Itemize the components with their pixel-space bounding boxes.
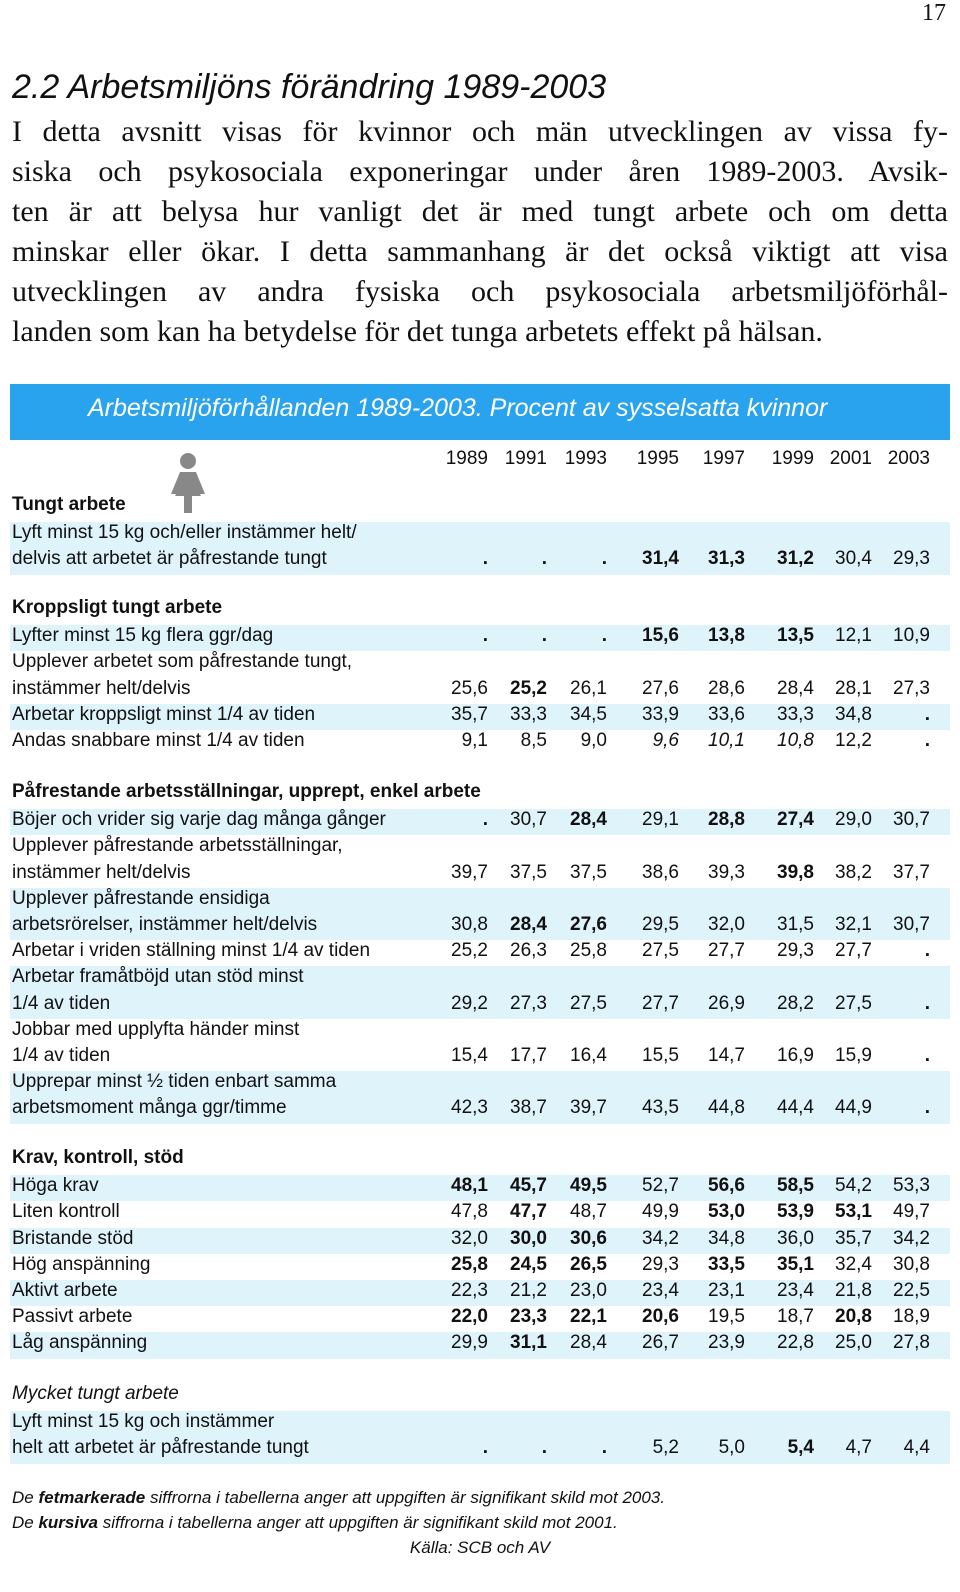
row-label: Arbetar framåtböjd utan stöd minst — [12, 966, 304, 988]
table-row — [10, 835, 950, 887]
value-cell: . — [601, 1437, 607, 1459]
value-cell: 13,5 — [777, 625, 814, 647]
value-cell: 34,2 — [642, 1227, 679, 1249]
table-row — [10, 1071, 950, 1123]
source-note: Källa: SCB och AV — [409, 1538, 551, 1557]
value-cell: 25,6 — [451, 677, 488, 699]
intro-line: landen som kan ha betydelse för det tunga arbetets effekt på hälsan. — [12, 315, 823, 348]
value-cell: 44,9 — [835, 1097, 872, 1119]
value-cell: . — [482, 625, 488, 647]
value-cell: . — [482, 1437, 488, 1459]
year-header: 1991 — [504, 448, 547, 469]
value-cell: 29,3 — [642, 1253, 679, 1275]
value-cell: 44,4 — [777, 1097, 814, 1119]
table-row — [10, 1332, 950, 1358]
value-cell: . — [482, 548, 488, 570]
value-cell: 30,8 — [893, 1253, 930, 1275]
value-cell: 29,3 — [893, 548, 930, 570]
table-row — [10, 1254, 950, 1280]
note-italic-prefix: De — [12, 1513, 39, 1532]
value-cell: 25,8 — [451, 1253, 488, 1275]
table-row — [10, 651, 950, 703]
intro-line: siska och psykosociala exponeringar under åren 1989-2003. Avsik- — [12, 155, 948, 188]
table-row — [10, 888, 950, 940]
value-cell: . — [601, 625, 607, 647]
table-row — [10, 1228, 950, 1254]
intro-line: ten är att belysa hur vanligt det är med tungt arbete och om detta — [12, 195, 948, 228]
value-cell: 23,3 — [510, 1306, 547, 1328]
value-cell: 25,0 — [835, 1332, 872, 1354]
row-label: arbetsmoment många ggr/timme — [12, 1097, 287, 1119]
value-cell: 10,8 — [777, 730, 814, 751]
value-cell: 48,7 — [570, 1201, 607, 1223]
value-cell: 31,1 — [510, 1332, 547, 1354]
row-label: 1/4 av tiden — [12, 992, 111, 1014]
value-cell: 22,0 — [451, 1306, 488, 1328]
value-cell: 9,1 — [461, 730, 488, 751]
value-cell: 16,9 — [777, 1044, 814, 1066]
value-cell: 34,8 — [835, 703, 872, 725]
value-cell: 44,8 — [708, 1097, 745, 1119]
value-cell: 34,2 — [893, 1227, 930, 1249]
value-cell: . — [924, 992, 930, 1014]
year-header: 2001 — [829, 448, 872, 469]
value-cell: 31,4 — [642, 548, 679, 570]
value-cell: 14,7 — [708, 1044, 745, 1066]
value-cell: 31,5 — [777, 913, 814, 935]
value-cell: 15,9 — [835, 1044, 872, 1066]
value-cell: 26,7 — [642, 1332, 679, 1354]
value-cell: . — [541, 548, 547, 570]
note-italic — [12, 1513, 618, 1533]
row-label: Liten kontroll — [12, 1201, 120, 1223]
value-cell: . — [541, 1437, 547, 1459]
value-cell: 38,6 — [642, 861, 679, 883]
row-label: Bristande stöd — [12, 1227, 134, 1249]
row-label: instämmer helt/delvis — [12, 861, 191, 883]
value-cell: 9,0 — [580, 730, 607, 751]
value-cell: 27,3 — [893, 677, 930, 699]
value-cell: 32,1 — [835, 913, 872, 935]
row-label: Passivt arbete — [12, 1306, 133, 1328]
value-cell: 5,2 — [652, 1437, 679, 1459]
value-cell: 23,4 — [777, 1280, 814, 1301]
section-title: Krav, kontroll, stöd — [12, 1147, 184, 1168]
intro-line: utvecklingen av andra fysiska och psykosociala arbetsmiljöförhål- — [12, 275, 948, 308]
row-label: Höga krav — [12, 1175, 99, 1197]
value-cell: 27,4 — [777, 809, 814, 831]
value-cell: 23,0 — [570, 1280, 607, 1301]
value-cell: 33,6 — [708, 703, 745, 725]
table-row — [10, 940, 950, 966]
value-cell: 13,8 — [708, 625, 745, 647]
table-row — [10, 1306, 950, 1332]
value-cell: 30,8 — [451, 913, 488, 935]
row-label: Lyft minst 15 kg och/eller instämmer helt/ — [12, 522, 357, 544]
value-cell: 31,2 — [777, 548, 814, 570]
section-heading: 2.2 Arbetsmiljöns förändring 1989-2003 — [12, 68, 607, 106]
note-italic-emph: kursiva — [38, 1513, 99, 1532]
section-title: Kroppsligt tungt arbete — [12, 597, 223, 618]
value-cell: 32,4 — [835, 1253, 872, 1275]
value-cell: 29,2 — [451, 992, 488, 1014]
row-label: instämmer helt/delvis — [12, 677, 191, 699]
value-cell: 10,1 — [708, 730, 745, 751]
value-cell: . — [482, 809, 488, 831]
value-cell: 10,9 — [893, 625, 930, 647]
value-cell: 42,3 — [451, 1097, 488, 1119]
table-row — [10, 704, 950, 730]
value-cell: 27,6 — [642, 677, 679, 699]
year-header: 1989 — [445, 448, 488, 469]
value-cell: 29,3 — [777, 940, 814, 962]
value-cell: 39,8 — [777, 861, 814, 883]
value-cell: 26,3 — [510, 940, 547, 962]
intro-line: I detta avsnitt visas för kvinnor och män utvecklingen av vissa fy- — [12, 115, 948, 148]
year-header: 1995 — [636, 448, 679, 469]
value-cell: 52,7 — [642, 1175, 679, 1197]
value-cell: 29,9 — [451, 1332, 488, 1354]
row-label: Aktivt arbete — [12, 1280, 118, 1301]
value-cell: 23,1 — [708, 1280, 745, 1301]
row-label: Lyft minst 15 kg och instämmer — [12, 1411, 275, 1433]
value-cell: 37,7 — [893, 861, 930, 883]
value-cell: 22,5 — [893, 1280, 930, 1301]
row-label: Upplever arbetet som påfrestande tungt, — [12, 651, 353, 673]
value-cell: 35,7 — [835, 1227, 872, 1249]
value-cell: 21,2 — [510, 1280, 547, 1301]
row-label: Upprepar minst ½ tiden enbart samma — [12, 1071, 337, 1093]
row-label: helt att arbetet är påfrestande tungt — [12, 1437, 309, 1459]
note-italic-suffix: siffrorna i tabellerna anger att uppgiften är signifikant skild mot 2001. — [98, 1513, 618, 1532]
value-cell: 33,3 — [777, 703, 814, 725]
value-cell: 53,1 — [835, 1201, 872, 1223]
value-cell: 8,5 — [520, 730, 547, 751]
value-cell: . — [601, 548, 607, 570]
table-row — [10, 1201, 950, 1227]
value-cell: 27,3 — [510, 992, 547, 1014]
value-cell: 32,0 — [451, 1227, 488, 1249]
value-cell: 36,0 — [777, 1227, 814, 1249]
value-cell: . — [924, 703, 930, 725]
value-cell: 18,7 — [777, 1306, 814, 1328]
year-header: 1997 — [702, 448, 745, 469]
section-title: Mycket tungt arbete — [12, 1383, 179, 1404]
value-cell: 26,5 — [570, 1253, 607, 1275]
row-label: Böjer och vrider sig varje dag många gånger — [12, 809, 386, 831]
value-cell: . — [924, 1044, 930, 1066]
value-cell: 18,9 — [893, 1306, 930, 1328]
row-label: 1/4 av tiden — [12, 1044, 111, 1066]
value-cell: 34,5 — [570, 703, 607, 725]
value-cell: 28,4 — [570, 809, 607, 831]
table-row — [10, 809, 950, 835]
value-cell: 27,6 — [570, 913, 607, 935]
value-cell: 24,5 — [510, 1253, 547, 1275]
value-cell: 34,8 — [708, 1227, 745, 1249]
note-bold-emph: fetmarkerade — [38, 1488, 146, 1507]
value-cell: 39,3 — [708, 861, 745, 883]
value-cell: 9,6 — [652, 730, 679, 751]
value-cell: 38,7 — [510, 1097, 547, 1119]
section-title: Tungt arbete — [12, 494, 126, 515]
value-cell: . — [541, 625, 547, 647]
row-label: Upplever påfrestande ensidiga — [12, 887, 270, 909]
table-row — [10, 522, 950, 574]
value-cell: 47,8 — [451, 1201, 488, 1223]
value-cell: 27,7 — [835, 940, 872, 962]
value-cell: 12,2 — [835, 730, 872, 751]
value-cell: 38,2 — [835, 861, 872, 883]
value-cell: 22,8 — [777, 1332, 814, 1354]
woman-icon — [168, 452, 208, 519]
value-cell: 22,1 — [570, 1306, 607, 1328]
value-cell: 27,5 — [835, 992, 872, 1014]
table-title: Arbetsmiljöförhållanden 1989-2003. Procent av sysselsatta kvinnor — [88, 394, 828, 422]
value-cell: 30,7 — [510, 809, 547, 831]
row-label: delvis att arbetet är påfrestande tungt — [12, 548, 327, 570]
page-number: 17 — [922, 0, 946, 26]
table-row — [10, 1411, 950, 1463]
note-bold-prefix: De — [12, 1488, 39, 1507]
row-label: Jobbar med upplyfta händer minst — [12, 1018, 300, 1040]
row-label: arbetsrörelser, instämmer helt/delvis — [12, 913, 318, 935]
value-cell: 21,8 — [835, 1280, 872, 1301]
value-cell: 28,4 — [570, 1332, 607, 1354]
intro-paragraph — [12, 112, 948, 352]
section-title: Påfrestande arbetsställningar, upprept, enkel arbete — [12, 781, 481, 802]
note-bold — [12, 1488, 665, 1508]
value-cell: 56,6 — [708, 1175, 745, 1197]
table-row — [10, 730, 950, 756]
value-cell: 30,7 — [893, 913, 930, 935]
value-cell: 53,3 — [893, 1175, 930, 1197]
year-header: 2003 — [887, 448, 930, 469]
value-cell: 4,4 — [903, 1437, 930, 1459]
value-cell: 5,4 — [787, 1437, 814, 1459]
table-row — [10, 1280, 950, 1306]
value-cell: 19,5 — [708, 1306, 745, 1328]
table-row — [10, 966, 950, 1018]
value-cell: 39,7 — [451, 861, 488, 883]
note-bold-suffix: siffrorna i tabellerna anger att uppgiften är signifikant skild mot 2003. — [145, 1488, 665, 1507]
value-cell: 28,2 — [777, 992, 814, 1014]
value-cell: 23,9 — [708, 1332, 745, 1354]
value-cell: 31,3 — [708, 548, 745, 570]
value-cell: 49,9 — [642, 1201, 679, 1223]
value-cell: 27,7 — [708, 940, 745, 962]
value-cell: 48,1 — [451, 1175, 488, 1197]
table-row — [10, 1175, 950, 1201]
value-cell: 27,7 — [642, 992, 679, 1014]
row-label: Låg anspänning — [12, 1332, 148, 1354]
value-cell: 30,0 — [510, 1227, 547, 1249]
value-cell: 33,5 — [708, 1253, 745, 1275]
value-cell: 17,7 — [510, 1044, 547, 1066]
value-cell: . — [924, 940, 930, 962]
value-cell: 58,5 — [777, 1175, 814, 1197]
value-cell: 26,1 — [570, 677, 607, 699]
value-cell: 15,5 — [642, 1044, 679, 1066]
row-label: Lyfter minst 15 kg flera ggr/dag — [12, 625, 274, 647]
value-cell: 27,5 — [642, 940, 679, 962]
value-cell: 4,7 — [845, 1437, 872, 1459]
value-cell: 28,6 — [708, 677, 745, 699]
value-cell: 37,5 — [510, 861, 547, 883]
value-cell: 12,1 — [835, 625, 872, 647]
value-cell: 29,5 — [642, 913, 679, 935]
value-cell: 23,4 — [642, 1280, 679, 1301]
value-cell: 25,2 — [510, 677, 547, 699]
value-cell: 27,5 — [570, 992, 607, 1014]
value-cell: 30,7 — [893, 809, 930, 831]
value-cell: 43,5 — [642, 1097, 679, 1119]
value-cell: 29,0 — [835, 809, 872, 831]
intro-line: minskar eller ökar. I detta sammanhang är det också viktigt att visa — [12, 235, 948, 268]
table-title-bar — [10, 384, 950, 440]
value-cell: 26,9 — [708, 992, 745, 1014]
value-cell: 28,4 — [510, 913, 547, 935]
value-cell: 45,7 — [510, 1175, 547, 1197]
value-cell: 53,0 — [708, 1201, 745, 1223]
value-cell: 35,1 — [777, 1253, 814, 1275]
value-cell: 49,5 — [570, 1175, 607, 1197]
value-cell: 15,4 — [451, 1044, 488, 1066]
value-cell: 33,9 — [642, 703, 679, 725]
row-label: Arbetar i vriden ställning minst 1/4 av tiden — [12, 940, 371, 962]
value-cell: 49,7 — [893, 1201, 930, 1223]
table-row — [10, 1019, 950, 1071]
row-label: Upplever påfrestande arbetsställningar, — [12, 835, 343, 857]
value-cell: 20,8 — [835, 1306, 872, 1328]
row-label: Arbetar kroppsligt minst 1/4 av tiden — [12, 703, 316, 725]
value-cell: 15,6 — [642, 625, 679, 647]
value-cell: 35,7 — [451, 703, 488, 725]
value-cell: 16,4 — [570, 1044, 607, 1066]
value-cell: 32,0 — [708, 913, 745, 935]
value-cell: 22,3 — [451, 1280, 488, 1301]
year-header: 1993 — [564, 448, 607, 469]
value-cell: 30,6 — [570, 1227, 607, 1249]
value-cell: 53,9 — [777, 1201, 814, 1223]
row-label: Andas snabbare minst 1/4 av tiden — [12, 730, 305, 751]
value-cell: 47,7 — [510, 1201, 547, 1223]
value-cell: 39,7 — [570, 1097, 607, 1119]
value-cell: . — [924, 730, 930, 751]
value-cell: 37,5 — [570, 861, 607, 883]
value-cell: 20,6 — [642, 1306, 679, 1328]
value-cell: 54,2 — [835, 1175, 872, 1197]
value-cell: 28,4 — [777, 677, 814, 699]
value-cell: 28,1 — [835, 677, 872, 699]
value-cell: . — [924, 1097, 930, 1119]
table-row — [10, 625, 950, 651]
value-cell: 29,1 — [642, 809, 679, 831]
value-cell: 33,3 — [510, 703, 547, 725]
value-cell: 30,4 — [835, 548, 872, 570]
value-cell: 25,8 — [570, 940, 607, 962]
value-cell: 27,8 — [893, 1332, 930, 1354]
value-cell: 25,2 — [451, 940, 488, 962]
row-label: Hög anspänning — [12, 1253, 151, 1275]
value-cell: 28,8 — [708, 809, 745, 831]
year-header: 1999 — [771, 448, 814, 469]
value-cell: 5,0 — [718, 1437, 745, 1459]
